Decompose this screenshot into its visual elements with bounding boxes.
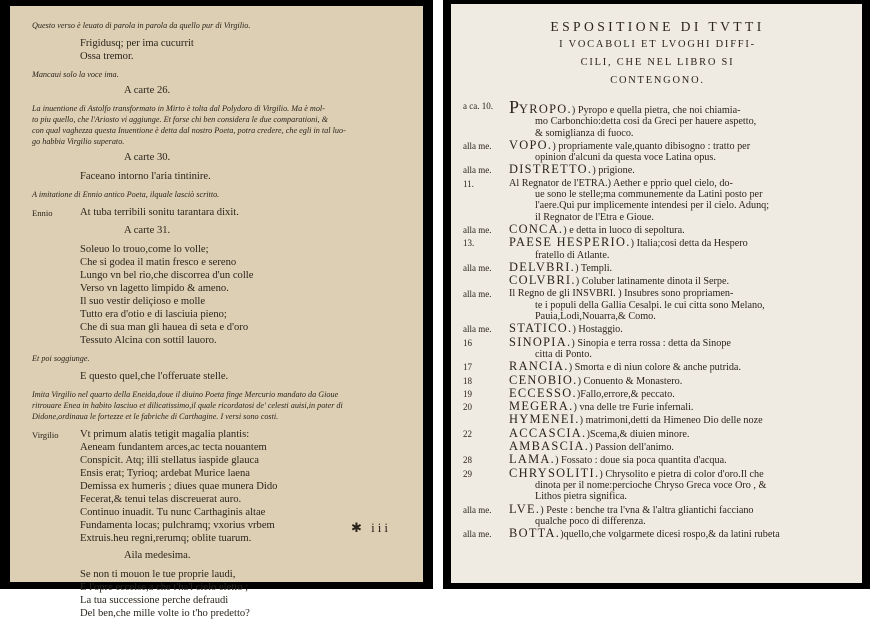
- section-note: [32, 353, 407, 364]
- commentary-line: ritrouare Enea in habito lasciuo et dilicatissimo,il quale ricordatosi de' celesti auisi,in poter di: [32, 401, 343, 410]
- glossary-entry: [463, 465, 852, 503]
- page-signature: ✱ iii: [351, 520, 391, 535]
- definition-text: ) Templi.: [575, 262, 613, 274]
- entry-reference: 13.: [463, 238, 475, 249]
- entry-line: [509, 178, 852, 189]
- verse-line: Che di sua man gli hauea di seta e d'oro: [80, 322, 249, 333]
- headword: RANCIA.: [509, 359, 569, 374]
- glossary-entry: [463, 334, 852, 361]
- definition-text: )Scema,& diuien minore.: [586, 428, 690, 440]
- definition-text: ) Sinopia e terra rossa : detta da Sinope: [571, 337, 731, 349]
- definition-text: ) Coluber latinamente dinota il Serpe.: [575, 276, 730, 288]
- verse-line: Del ben,che mille volte io t'ho predetto?: [80, 608, 250, 619]
- entry-line: dinota per il nome:percioche Chryso Greca voce Oro , &: [535, 479, 767, 491]
- entry-reference: alla me.: [463, 289, 492, 300]
- headword: CENOBIO.: [509, 372, 578, 387]
- glossary-entry: [463, 97, 852, 139]
- entry-text: [509, 441, 852, 453]
- glossary-entry: [463, 528, 852, 540]
- headword: SINOPIA.: [509, 334, 572, 349]
- section-note: [32, 103, 407, 147]
- drop-letter: P: [509, 97, 520, 117]
- headword: LAMA.: [509, 452, 556, 467]
- entry-line: l'aere.Qui pur implicemente intendesi per il cielo. Adunq;: [535, 200, 770, 212]
- headword: BOTTA.: [509, 526, 561, 541]
- entry-line: [509, 137, 852, 152]
- glossary-entry: [463, 288, 852, 322]
- entry-reference: alla me.: [463, 262, 492, 273]
- headword: COLVBRI.: [509, 273, 576, 288]
- definition-text: ) matrimoni,detti da Himeneo Dio delle noze: [579, 415, 763, 427]
- verse-line: Tessuto Alcina con sottil lauoro.: [80, 335, 217, 346]
- section-verse: [32, 170, 407, 183]
- entry-line: [509, 164, 852, 176]
- page-reference: A carte 30.: [124, 152, 171, 163]
- entry-line: [509, 441, 852, 453]
- definition-text: ) propriamente vale,quanto dibisogno : tratto per: [552, 140, 751, 152]
- entry-line: [509, 334, 852, 349]
- entry-reference: alla me.: [463, 224, 492, 235]
- glossary-entry: [463, 178, 852, 223]
- verse-line: E l'opre eccelse,a che t'ha'l cielo eletto ;: [80, 582, 249, 593]
- section-verse: [32, 37, 407, 63]
- verse-line: Il suo vestir deliçioso e molle: [80, 296, 206, 307]
- entry-text: [509, 528, 852, 540]
- definition-text: ) e detta in luoco di sepoltura.: [563, 224, 685, 236]
- entry-reference: alla me.: [463, 529, 492, 540]
- entry-line: fratello di Atlante.: [535, 249, 610, 261]
- definition-text: ) Hostaggio.: [572, 324, 623, 336]
- entry-reference: 20: [463, 402, 472, 413]
- entry-text: [509, 164, 852, 176]
- headword: VOPO.: [509, 137, 553, 152]
- definition-text: ) Chrysolito e pietra di color d'oro.Il che: [599, 468, 764, 480]
- glossary-entry: [463, 137, 852, 164]
- entry-reference: [463, 275, 509, 276]
- definition-text: ) Smorta e di niun colore & anche putrida.: [568, 362, 741, 374]
- verse-line: Se non ti mouon le tue proprie laudi,: [80, 569, 236, 580]
- entry-line: [509, 237, 852, 249]
- entry-reference: 17: [463, 362, 472, 373]
- definition-text: ) Peste : benche tra l'vna & l'altra gliantichi facciano: [540, 504, 754, 516]
- verse-line: Conspicit. Atq; illi stellatus iaspide glauca: [80, 455, 259, 466]
- verse-line: Extruis.heu regni,rerumq; oblite tuarum.: [80, 533, 252, 544]
- headword: CONCA.: [509, 221, 564, 236]
- definition-text: ) prigione.: [592, 165, 635, 177]
- entry-reference: alla me.: [463, 165, 492, 176]
- entry-reference: 19: [463, 388, 472, 399]
- commentary-line: Et poi soggiunge.: [32, 354, 90, 363]
- entry-text: [509, 97, 852, 139]
- entry-text: [509, 501, 852, 528]
- definition-text: ) Conuento & Monastero.: [577, 375, 683, 387]
- section-note: [32, 389, 407, 422]
- headword: AMBASCIA.: [509, 439, 590, 454]
- entry-reference: 11.: [463, 178, 474, 189]
- verse-line: At tuba terribili sonitu tarantara dixit.: [80, 207, 239, 218]
- entry-text: [509, 288, 852, 322]
- headword: ACCASCIA.: [509, 425, 587, 440]
- entry-line: ue sono le stelle;ma communemente da Latini posto per: [535, 189, 763, 201]
- verse-line: Lungo vn bel rio,che discorrea d'un colle: [80, 270, 254, 281]
- definition-text: ) vna delle tre Furie infernali.: [573, 402, 694, 414]
- entry-reference: 22: [463, 428, 472, 439]
- section-note: [32, 69, 407, 80]
- definition-text: ) Italia;cosi detta da Hespero: [630, 238, 748, 250]
- entry-reference: a ca. 10.: [463, 101, 493, 111]
- commentary-line: Questo verso è leuato di parola in parola da quello pur di Virgilio.: [32, 21, 251, 30]
- entry-line: [509, 275, 852, 287]
- index-title: ESPOSITIONE DI TVTTI: [550, 19, 765, 34]
- definition-text: ) Passion dell'animo.: [589, 442, 674, 454]
- verse-line: Fecerat,& tenui telas discreuerat auro.: [80, 494, 242, 505]
- subtitle-line: CILI, CHE NEL LIBRO SI: [580, 57, 735, 68]
- commentary-line: con qual vaghezza questa Inuentione è detta dal nostro Poeta, potra credere, che egli in tal luo-: [32, 126, 346, 135]
- entry-line: opinion d'alcuni da questa voce Latina opus.: [535, 152, 716, 164]
- entry-line: [509, 97, 852, 117]
- author-label: Ennio: [32, 208, 53, 218]
- entry-reference: 28: [463, 455, 472, 466]
- headword: DISTRETTO.: [509, 162, 593, 177]
- right-page-paper: [451, 4, 862, 583]
- entry-line: il Regnator de l'Etra e Gioue.: [535, 211, 654, 223]
- verse-line: Aeneam fundantem arces,ac tecta nouantem: [80, 442, 267, 453]
- commentary-line: La inuentione di Astolfo transformato in Mirto è tolta dal Polydoro di Virgilio. Ma è mol-: [32, 104, 325, 113]
- definition-text: ) Fossato : doue sia poca quantita d'acqua.: [555, 455, 727, 467]
- entry-line: [509, 501, 852, 516]
- entry-text: [509, 275, 852, 287]
- commentary-line: Imita Virgilio nel quarto della Eneida,doue il diuino Poeta finge Mercurio mandato da Gioue: [32, 390, 339, 399]
- glossary-entry: [463, 275, 852, 287]
- verse-line: Demissa ex humeris ; diues quae munera Dido: [80, 481, 278, 492]
- headword: LVE.: [509, 501, 541, 516]
- entry-text: [509, 237, 852, 261]
- commentary-line: Didone,ordinaua le fortezze et le fabriche di Carthagine. I versi sono costi.: [32, 412, 279, 421]
- entry-line: & somiglianza di fuoco.: [535, 127, 634, 139]
- headword: YROPO.: [519, 102, 572, 116]
- section-verse: [32, 370, 407, 383]
- headword: MEGERA.: [509, 399, 574, 414]
- page-reference: A carte 26.: [124, 85, 171, 96]
- section-verse: [32, 243, 407, 347]
- section-centered: [32, 151, 407, 164]
- headword: STATICO.: [509, 321, 573, 336]
- entry-line: Pauia,Lodi,Nouarra,& Como.: [535, 311, 656, 323]
- entry-text: [509, 465, 852, 503]
- entry-text: [509, 334, 852, 361]
- definition-text: Al Regnator de l'ETRA.) Aether e pprio quel cielo, do-: [509, 177, 733, 189]
- headword: HYMENEI.: [509, 412, 580, 427]
- headword: ECCESSO.: [509, 385, 577, 400]
- verse-line: Continuo inuadit. Tu nunc Carthaginis altae: [80, 507, 266, 518]
- verse-line: La tua successione perche defraudi: [80, 595, 229, 606]
- right-page: [443, 0, 870, 589]
- glossary-entry: [463, 237, 852, 261]
- commentary-line: to piu quello, che l'Ariosto vi aggiunge. Et forse chi ben considera le due comparationi, &: [32, 115, 329, 124]
- verse-line: Fundamenta locas; pulchramq; vxorius vrbem: [80, 520, 275, 531]
- glossary-entry: [463, 164, 852, 176]
- verse-line: Tutto era d'otio e di lasciuia pieno;: [80, 309, 227, 320]
- commentary-line: go habbia Virgilio superato.: [32, 137, 125, 146]
- quote-body: [80, 206, 407, 219]
- entry-line: [509, 288, 852, 299]
- section-note: [32, 189, 407, 200]
- index-subtitle: [463, 38, 852, 88]
- commentary-line: Mancaui solo la voce ima.: [32, 70, 119, 79]
- section-centered: [32, 84, 407, 97]
- left-page-paper: [10, 6, 423, 619]
- labeled-quote: [32, 206, 407, 220]
- section-centered: [32, 549, 407, 562]
- verse-line: Vt primum alatis tetigit magalia plantis:: [80, 429, 250, 440]
- entry-line: [509, 528, 852, 540]
- entry-reference: 16: [463, 337, 472, 348]
- verse-line: Frigidusq; per ima cucurrit: [80, 38, 194, 49]
- definition-text: )quello,che volgarmete dicesi rospo,& da latini rubeta: [560, 529, 780, 541]
- headword: PAESE HESPERIO.: [509, 235, 631, 250]
- verse-line: Che si godea il matin fresco e sereno: [80, 257, 237, 268]
- entry-line: Lithos pietra significa.: [535, 491, 627, 503]
- subtitle-line: CONTENGONO.: [610, 75, 705, 86]
- section-centered: [32, 224, 407, 237]
- entry-line: mo Carbonchio:detta cosi da Greci per hauere aspetto,: [535, 116, 757, 128]
- verse-line: Soleuo lo trouo,come lo volle;: [80, 244, 209, 255]
- definition-text: ) Pyropo e quella pietra, che noi chiamia-: [571, 105, 741, 116]
- entry-reference: alla me.: [463, 140, 492, 151]
- entry-line: citta di Ponto.: [535, 348, 592, 360]
- page-reference: Aila medesima.: [124, 550, 191, 561]
- verse-line: E questo quel,che l'offeruate stelle.: [80, 371, 229, 382]
- entry-reference: 29: [463, 468, 472, 479]
- glossary-entry: [463, 501, 852, 528]
- entry-line: [509, 465, 852, 480]
- glossary-entries: [463, 97, 852, 541]
- author-label: Virgilio: [32, 430, 59, 440]
- definition-text: Il Regno de gli INSVBRI. ) Insubres sono propriamen-: [509, 288, 734, 300]
- left-page: [0, 0, 433, 619]
- verse-line: Ossa tremor.: [80, 51, 134, 62]
- subtitle-line: I VOCABOLI ET LVOGHI DIFFI-: [559, 39, 756, 50]
- section-verse: [32, 568, 407, 620]
- headword: CHRYSOLITI.: [509, 465, 600, 480]
- section-note: [32, 20, 407, 31]
- entry-line: te i populi della Gallia Cesalpi. le cui citta sono Melano,: [535, 299, 765, 311]
- entry-reference: [463, 414, 509, 415]
- entry-text: [509, 137, 852, 164]
- entry-reference: [463, 441, 509, 442]
- entry-reference: 18: [463, 375, 472, 386]
- section-labeled: [32, 206, 407, 220]
- definition-text: )Fallo,errore,& peccato.: [576, 388, 675, 400]
- entry-line: qualche poco di differenza.: [535, 515, 646, 527]
- page-reference: A carte 31.: [124, 225, 171, 236]
- entry-reference: alla me.: [463, 504, 492, 515]
- entry-reference: alla me.: [463, 324, 492, 335]
- verse-line: Faceano intorno l'aria tintinire.: [80, 171, 211, 182]
- entry-text: [509, 178, 852, 223]
- commentary-line: A imitatione di Ennio antico Poeta, ilquale lasciò scritto.: [32, 190, 220, 199]
- headword: DELVBRI.: [509, 259, 576, 274]
- verse-line: Verso vn lagetto limpido & ameno.: [80, 283, 229, 294]
- verse-line: Ensis erat; Tyrioq; ardebat Murice laena: [80, 468, 250, 479]
